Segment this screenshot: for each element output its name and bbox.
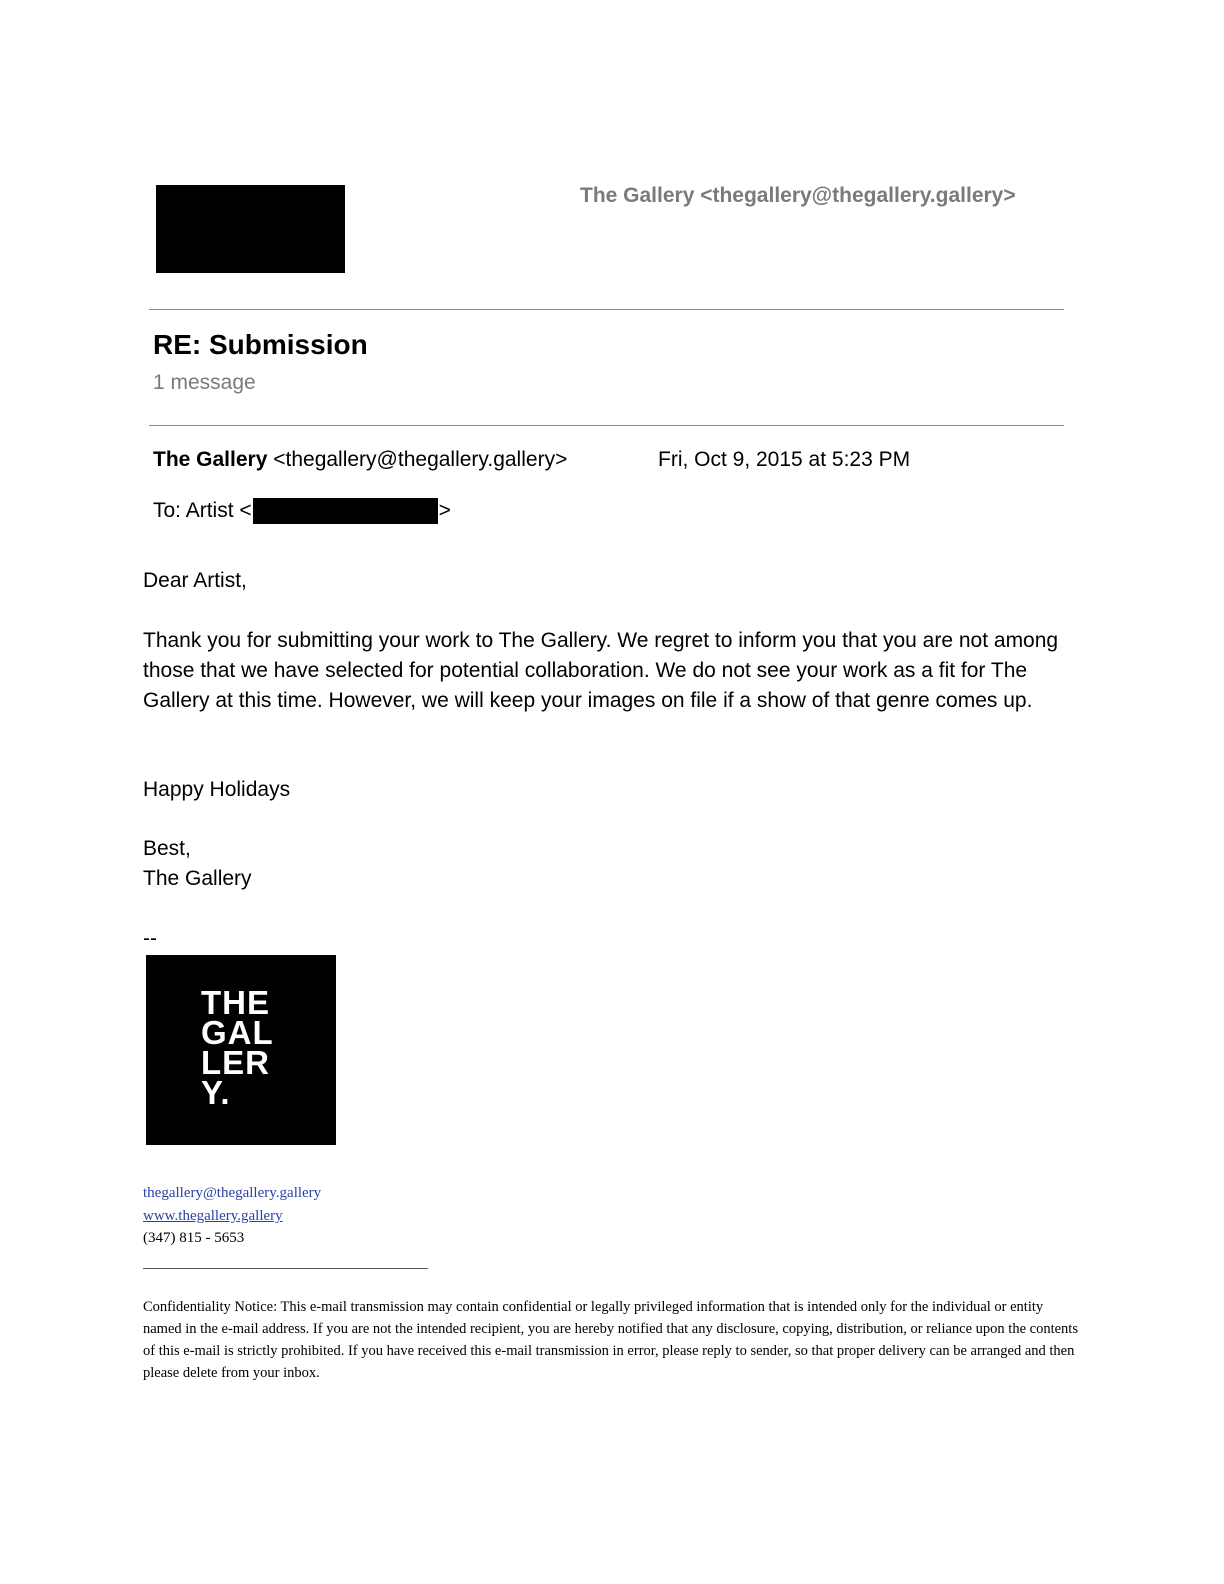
- closing-greeting: Happy Holidays: [143, 778, 291, 801]
- contact-website-link[interactable]: www.thegallery.gallery: [143, 1208, 283, 1224]
- logo-line: THE: [201, 984, 270, 1021]
- signature-separator: --: [143, 927, 157, 950]
- logo-wordmark: [201, 984, 274, 1111]
- email-subject: RE: Submission: [153, 329, 368, 360]
- redacted-account-logo: [156, 185, 345, 273]
- contact-phone: (347) 815 - 5653: [143, 1230, 245, 1246]
- sender-line: [153, 448, 567, 472]
- contact-email-link[interactable]: thegallery@thegallery.gallery: [143, 1185, 322, 1201]
- sender-email: <thegallery@thegallery.gallery>: [273, 448, 568, 471]
- recipient-line: [153, 498, 451, 524]
- signoff: Best,: [143, 837, 191, 860]
- sender-name: The Gallery: [153, 448, 268, 471]
- header-divider: [149, 309, 1064, 310]
- signoff-block: [143, 834, 252, 894]
- message-count: 1 message: [153, 371, 256, 394]
- logo-line: Y.: [201, 1074, 231, 1111]
- recipient-prefix: To: Artist <: [153, 499, 252, 522]
- redacted-recipient-email: [253, 498, 438, 524]
- message-body: Thank you for submitting your work to The Gallery. We regret to inform you that you are not among those that we have selected for potential collaboration. We do not see your work as a fit for The Gallery at this time. However, we will keep your images on file if a show of that genre comes up.: [143, 629, 1059, 712]
- signature-name: The Gallery: [143, 867, 252, 890]
- logo-line: GAL: [201, 1014, 274, 1051]
- thread-divider: [149, 425, 1064, 426]
- recipient-suffix: >: [438, 499, 451, 522]
- message-date: Fri, Oct 9, 2015 at 5:23 PM: [658, 448, 911, 471]
- header-from-address: The Gallery <thegallery@thegallery.gallery>: [580, 184, 1016, 207]
- salutation: Dear Artist,: [143, 569, 247, 592]
- gallery-logo: [146, 955, 336, 1145]
- logo-line: LER: [201, 1044, 270, 1081]
- confidentiality-notice: Confidentiality Notice: This e-mail transmission may contain confidential or legally privileged information that is intended only for the individual or entity named in the e-mail address. If you are not the intended recipient, you are hereby notified that any disclosure, copying, distribution, or reliance upon the contents of this e-mail is strictly prohibited. If you have received this e-mail transmission in error, please reply to sender, so that proper delivery can be arranged and then please delete from your inbox.: [143, 1299, 1078, 1381]
- signature-divider: [143, 1268, 428, 1269]
